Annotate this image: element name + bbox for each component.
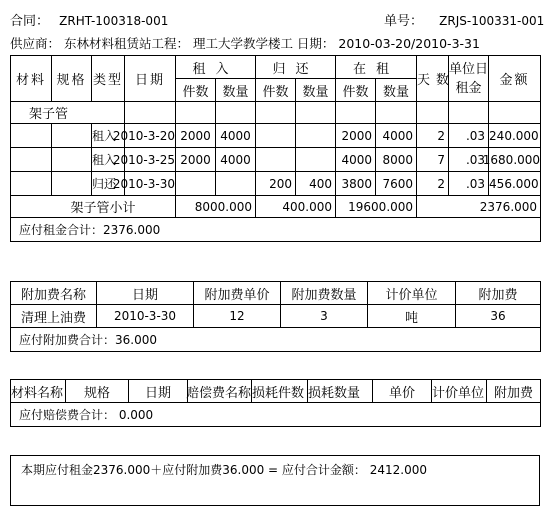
subtotal-return: 400.000 bbox=[256, 196, 336, 218]
row-amount: 240.000 bbox=[489, 124, 541, 148]
subcol-return-quantity: 数量 bbox=[296, 79, 336, 102]
col-comp-unit: 计价单位 bbox=[432, 380, 487, 403]
col-return: 归还 bbox=[256, 56, 336, 79]
row-amount: 456.000 bbox=[489, 172, 541, 196]
col-surcharge-name: 附加费名称 bbox=[11, 282, 97, 305]
subcol-onrent-pieces: 件数 bbox=[336, 79, 376, 102]
row-type: 租入 bbox=[92, 148, 125, 172]
row-amount: 1680.000 bbox=[489, 148, 541, 172]
col-comp-loss-qty: 损耗数量 bbox=[308, 380, 373, 403]
document-number: ZRJS-100331-001 bbox=[439, 14, 545, 28]
col-comp-name: 赔偿费名称 bbox=[188, 380, 252, 403]
row-in-pieces bbox=[176, 172, 216, 196]
row-type: 归还 bbox=[92, 172, 125, 196]
col-rent-in: 租入 bbox=[176, 56, 256, 79]
row-unit-rent: .03 bbox=[449, 148, 489, 172]
surcharge-qty: 3 bbox=[281, 305, 368, 328]
contract-label: 合同： bbox=[10, 14, 50, 29]
col-comp-loss-pieces: 损耗件数 bbox=[252, 380, 308, 403]
document-label: 单号： bbox=[384, 14, 424, 29]
supplier-line: 供应商： 东林材料租赁站工程： 理工大学教学楼工 日期： 2010-03-20/2010-3-31 bbox=[10, 36, 480, 51]
subcol-in-quantity: 数量 bbox=[216, 79, 256, 102]
subtotal-rent-in: 8000.000 bbox=[176, 196, 256, 218]
col-amount: 金额 bbox=[489, 56, 541, 102]
subtotal-amount: 2376.000 bbox=[417, 196, 541, 218]
row-in-quantity: 4000 bbox=[216, 124, 256, 148]
col-days: 天数 bbox=[417, 56, 449, 102]
compensation-total: 应付赔偿费合计： 0.000 bbox=[11, 403, 541, 427]
table-row bbox=[11, 172, 541, 196]
row-onrent-quantity: 4000 bbox=[376, 124, 417, 148]
row-in-quantity bbox=[216, 172, 256, 196]
row-return-quantity bbox=[296, 148, 336, 172]
surcharge-unit: 吨 bbox=[368, 305, 456, 328]
surcharge-fee: 36 bbox=[456, 305, 541, 328]
col-surcharge-fee: 附加费 bbox=[456, 282, 541, 305]
group-label: 架子管 bbox=[11, 102, 125, 124]
col-surcharge-date: 日期 bbox=[97, 282, 194, 305]
subcol-in-pieces: 件数 bbox=[176, 79, 216, 102]
row-return-pieces bbox=[256, 124, 296, 148]
row-days: 7 bbox=[417, 148, 449, 172]
subcol-onrent-quantity: 数量 bbox=[376, 79, 417, 102]
col-surcharge-qty: 附加费数量 bbox=[281, 282, 368, 305]
row-days: 2 bbox=[417, 124, 449, 148]
row-return-quantity: 400 bbox=[296, 172, 336, 196]
rent-table bbox=[10, 55, 541, 242]
col-spec: 规格 bbox=[52, 56, 92, 102]
row-return-quantity bbox=[296, 124, 336, 148]
row-date: 2010-3-25 bbox=[125, 148, 176, 172]
row-unit-rent: .03 bbox=[449, 172, 489, 196]
subtotal-row bbox=[11, 196, 541, 218]
summary-line: 本期应付租金2376.000＋应付附加费36.000 = 应付合计金额： 2412.000 bbox=[11, 456, 540, 506]
rent-total: 应付租金合计：2376.000 bbox=[11, 218, 541, 242]
row-onrent-quantity: 7600 bbox=[376, 172, 417, 196]
row-in-pieces: 2000 bbox=[176, 124, 216, 148]
surcharge-table bbox=[10, 281, 541, 352]
row-days: 2 bbox=[417, 172, 449, 196]
row-return-pieces bbox=[256, 148, 296, 172]
col-surcharge-unit: 计价单位 bbox=[368, 282, 456, 305]
document-info bbox=[384, 10, 544, 29]
col-comp-price: 单价 bbox=[373, 380, 432, 403]
col-date: 日期 bbox=[125, 56, 176, 102]
row-date: 2010-3-30 bbox=[125, 172, 176, 196]
table-row bbox=[11, 124, 541, 148]
contract-number: ZRHT-100318-001 bbox=[59, 14, 169, 28]
row-type: 租入 bbox=[92, 124, 125, 148]
col-comp-date: 日期 bbox=[129, 380, 188, 403]
row-unit-rent: .03 bbox=[449, 124, 489, 148]
table-row bbox=[11, 305, 541, 328]
subtotal-on-rent: 19600.000 bbox=[336, 196, 417, 218]
col-surcharge-price: 附加费单价 bbox=[194, 282, 281, 305]
row-onrent-quantity: 8000 bbox=[376, 148, 417, 172]
col-type: 类型 bbox=[92, 56, 125, 102]
col-unit-rent: 单位日租金 bbox=[449, 56, 489, 102]
table-row bbox=[11, 148, 541, 172]
row-date: 2010-3-20 bbox=[125, 124, 176, 148]
surcharge-name: 清理上油费 bbox=[11, 305, 97, 328]
col-material: 材料 bbox=[11, 56, 52, 102]
subtotal-label: 架子管小计 bbox=[11, 196, 176, 218]
compensation-table bbox=[10, 379, 541, 427]
row-return-pieces: 200 bbox=[256, 172, 296, 196]
col-comp-fee: 附加费 bbox=[487, 380, 541, 403]
surcharge-date: 2010-3-30 bbox=[97, 305, 194, 328]
row-in-quantity: 4000 bbox=[216, 148, 256, 172]
col-comp-spec: 规格 bbox=[66, 380, 129, 403]
surcharge-price: 12 bbox=[194, 305, 281, 328]
row-in-pieces: 2000 bbox=[176, 148, 216, 172]
surcharge-total: 应付附加费合计：36.000 bbox=[11, 328, 541, 352]
contract-info bbox=[10, 10, 168, 29]
subcol-return-pieces: 件数 bbox=[256, 79, 296, 102]
row-onrent-pieces: 4000 bbox=[336, 148, 376, 172]
col-comp-material: 材料名称 bbox=[11, 380, 66, 403]
row-onrent-pieces: 2000 bbox=[336, 124, 376, 148]
summary-box bbox=[10, 455, 540, 506]
row-onrent-pieces: 3800 bbox=[336, 172, 376, 196]
col-on-rent: 在租 bbox=[336, 56, 417, 79]
